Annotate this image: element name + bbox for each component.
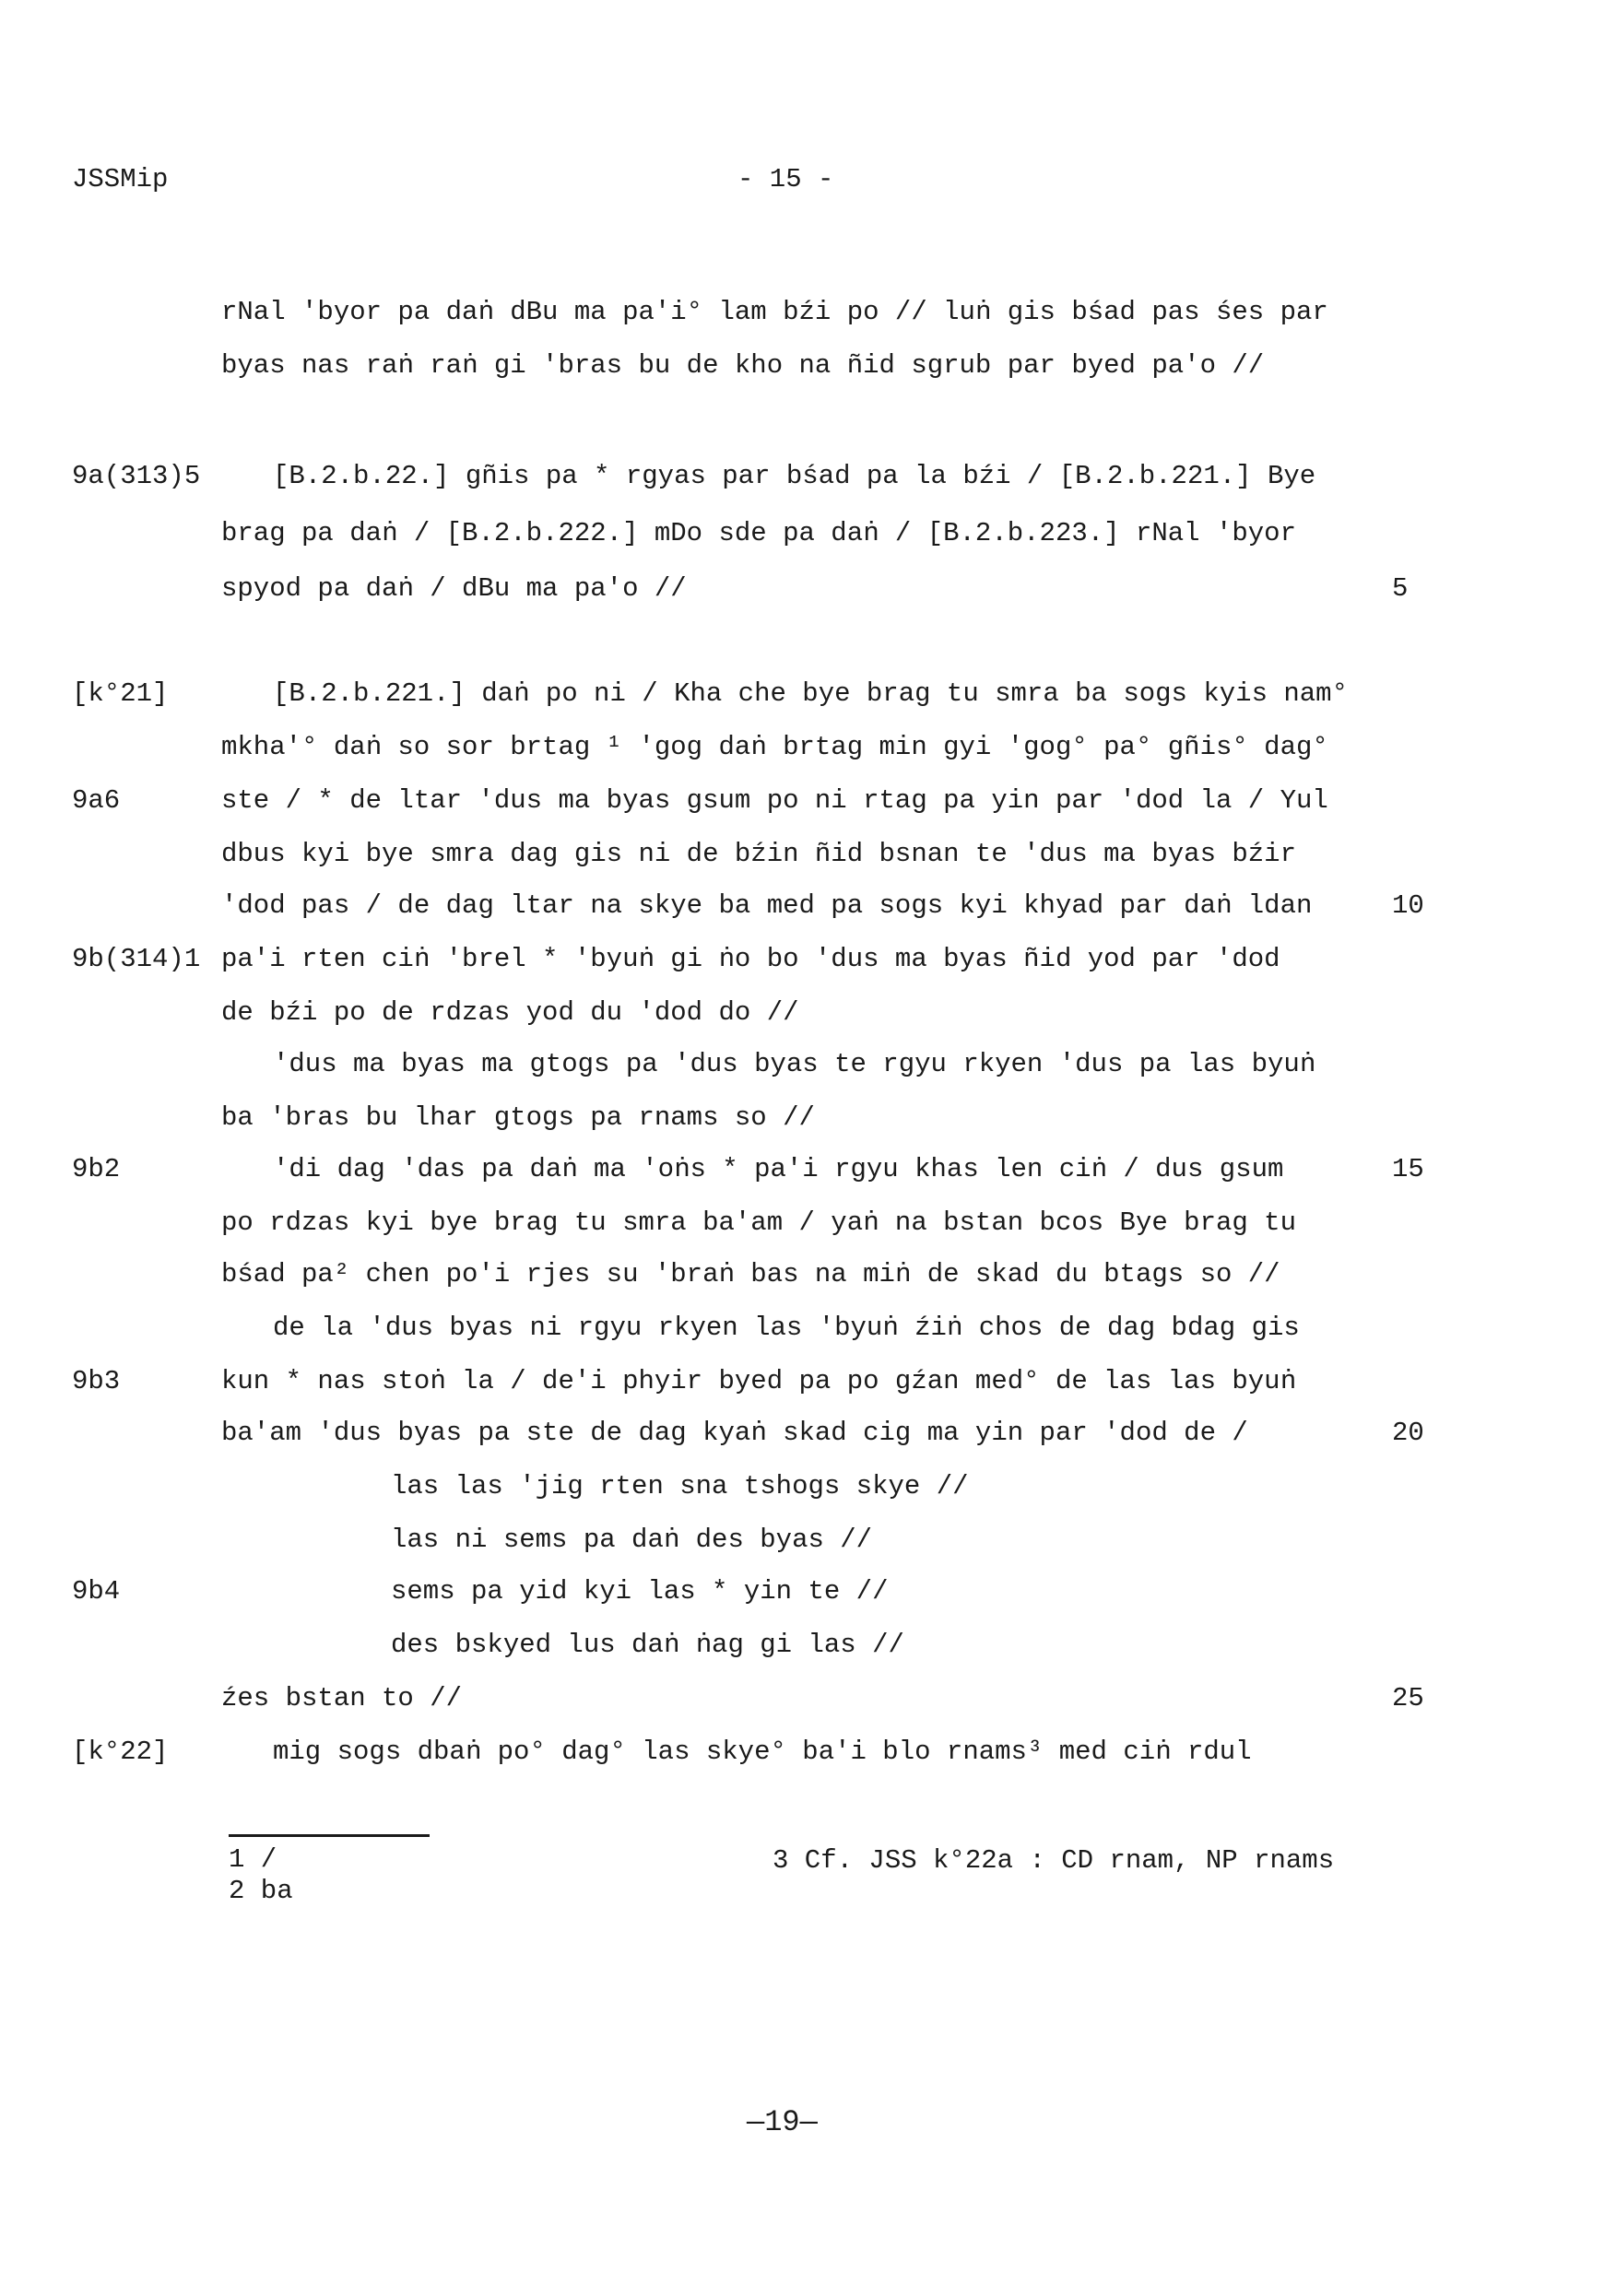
text-line: spyod pa daṅ / dBu ma pa'o // [221,573,687,604]
text-line: de bźi po de rdzas yod du 'dod do // [221,997,799,1028]
header-center: - 15 - [737,164,834,194]
text-line: sems pa yid kyi las * yin te // [391,1576,889,1607]
line-number: 5 [1392,573,1409,604]
text-line: [B.2.b.221.] daṅ po ni / Kha che bye brag tu smra ba sogs kyis nam° [273,678,1348,709]
line-number: 15 [1392,1154,1424,1184]
text-line: pa'i rten ciṅ 'brel * 'byuṅ gi ṅo bo 'dus ma byas ñid yod par 'dod [221,944,1280,974]
text-line: las ni sems pa daṅ des byas // [391,1525,873,1555]
header-left: JSSMip [72,164,169,194]
text-line: byas nas raṅ raṅ gi 'bras bu de kho na ñid sgrub par byed pa'o // [221,350,1265,381]
text-line: ba 'bras bu lhar gtogs pa rnams so // [221,1102,815,1133]
text-line: ste / * de ltar 'dus ma byas gsum po ni rtag pa yin par 'dod la / Yul [221,785,1328,816]
margin-ref: 9a(313)5 [72,461,201,491]
text-line: po rdzas kyi bye brag tu smra ba'am / yaṅ na bstan bcos Bye brag tu [221,1207,1296,1238]
margin-ref: 9b2 [72,1154,121,1184]
text-line: [B.2.b.22.] gñis pa * rgyas par bśad pa la bźi / [B.2.b.221.] Bye [273,461,1316,491]
margin-ref: 9b(314)1 [72,944,201,974]
text-line: 'dus ma byas ma gtogs pa 'dus byas te rgyu rkyen 'dus pa las byuṅ [273,1049,1316,1079]
text-line: dbus kyi bye smra dag gis ni de bźin ñid bsnan te 'dus ma byas bźir [221,839,1296,869]
margin-ref: [k°21] [72,678,169,709]
text-line: mkha'° daṅ so sor brtag ¹ 'gog daṅ brtag min gyi 'gog° pa° gñis° dag° [221,732,1328,762]
margin-ref: 9b4 [72,1576,121,1607]
margin-ref: [k°22] [72,1737,169,1767]
text-line: 'di dag 'das pa daṅ ma 'oṅs * pa'i rgyu khas len ciṅ / dus gsum [273,1154,1284,1184]
text-line: des bskyed lus daṅ ṅag gi las // [391,1630,904,1660]
text-line: mig sogs dbaṅ po° dag° las skye° ba'i blo rnams³ med ciṅ rdul [273,1737,1252,1767]
line-number: 10 [1392,890,1424,921]
footnote-3: 3 Cf. JSS k°22a : CD rnam, NP rnams [773,1845,1335,1876]
text-line: źes bstan to // [221,1683,463,1713]
line-number: 20 [1392,1418,1424,1448]
footnote-2: 2 ba [229,1876,293,1906]
footnote-1: 1 / [229,1844,277,1875]
text-line: ba'am 'dus byas pa ste de dag kyaṅ skad cig ma yin par 'dod de / [221,1418,1248,1448]
text-line: brag pa daṅ / [B.2.b.222.] mDo sde pa daṅ / [B.2.b.223.] rNal 'byor [221,518,1296,548]
line-number: 25 [1392,1683,1424,1713]
text-line: 'dod pas / de dag ltar na skye ba med pa sogs kyi khyad par daṅ ldan [221,890,1313,921]
margin-ref: 9b3 [72,1366,121,1396]
text-line: las las 'jig rten sna tshogs skye // [391,1471,969,1501]
text-line: de la 'dus byas ni rgyu rkyen las 'byuṅ źiṅ chos de dag bdag gis [273,1313,1300,1343]
page-number: —19— [747,2105,818,2139]
text-line: rNal 'byor pa daṅ dBu ma pa'i° lam bźi po // luṅ gis bśad pas śes par [221,297,1328,327]
text-line: bśad pa² chen po'i rjes su 'braṅ bas na miṅ de skad du btags so // [221,1259,1280,1289]
footnote-rule [229,1834,430,1837]
margin-ref: 9a6 [72,785,121,816]
text-line: kun * nas stoṅ la / de'i phyir byed pa po gźan med° de las las byuṅ [221,1366,1296,1396]
